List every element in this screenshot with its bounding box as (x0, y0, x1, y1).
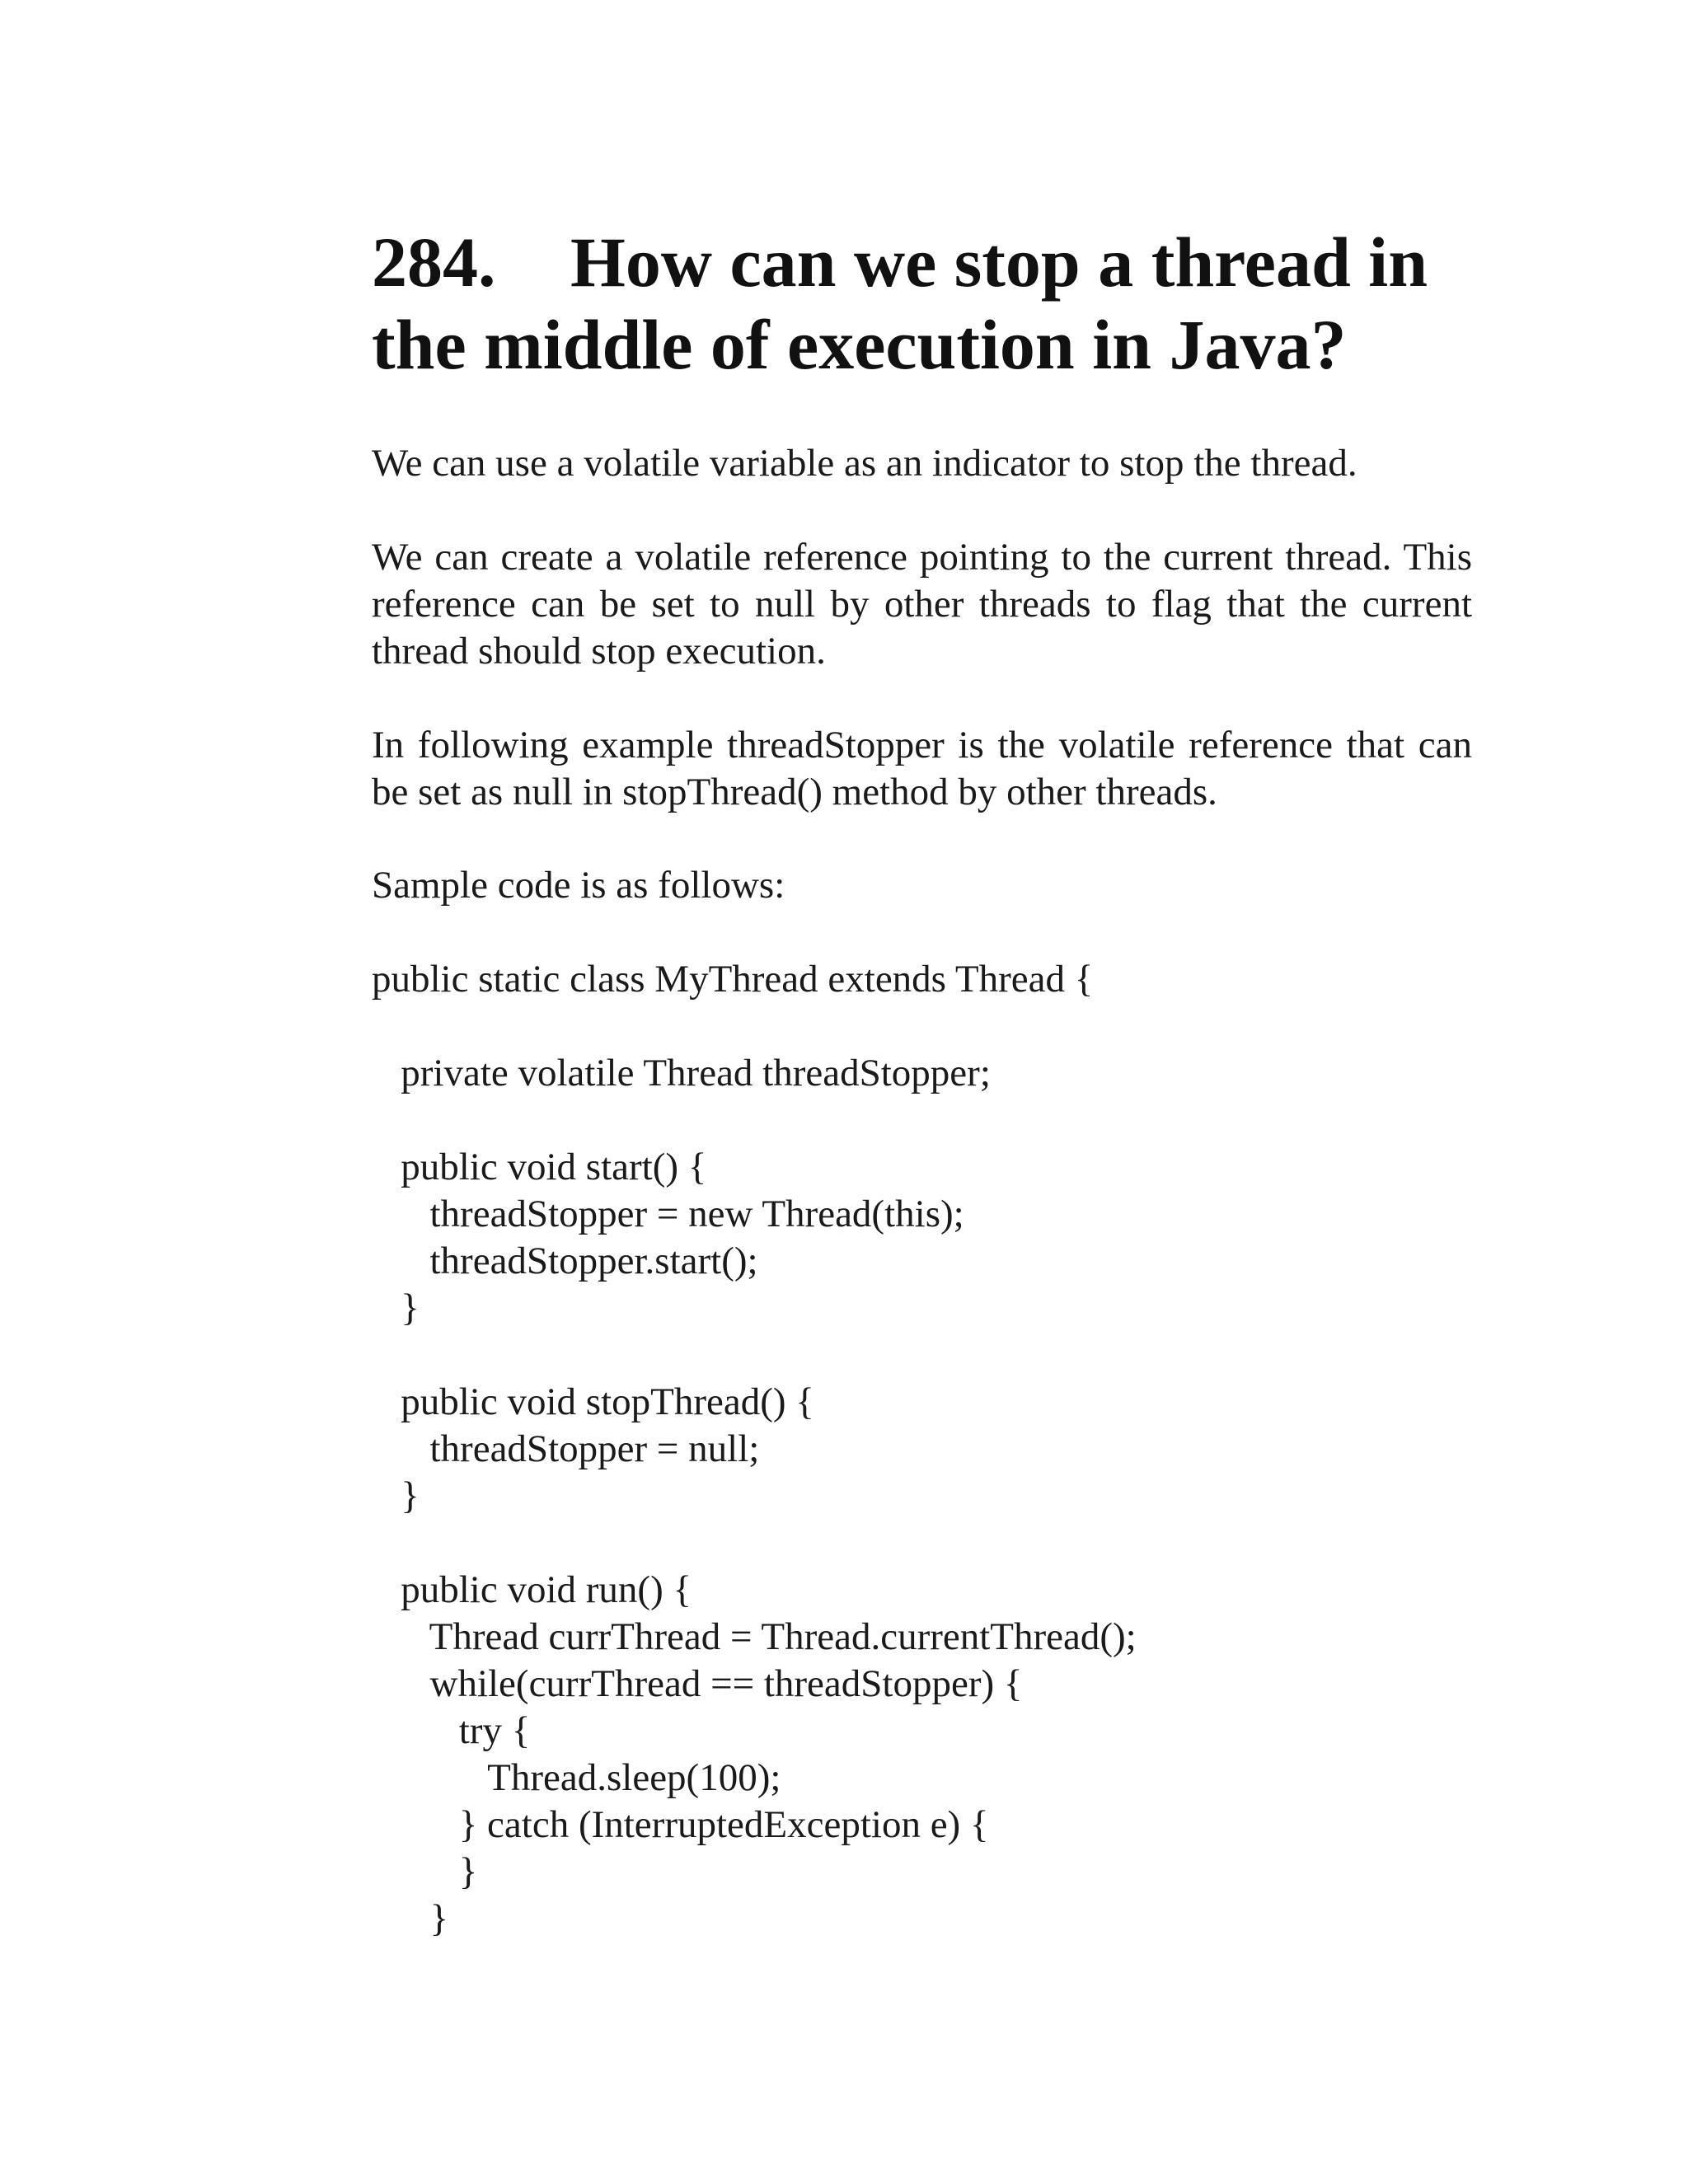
paragraph-intro: We can use a volatile variable as an indicator to stop the thread. (372, 442, 1357, 485)
code-line (372, 1520, 1137, 1567)
code-line: } (372, 1850, 478, 1893)
code-line: } (372, 1474, 420, 1517)
code-line: public void start() { (372, 1146, 707, 1188)
code-line (372, 1003, 1137, 1050)
code-line (372, 1097, 1137, 1144)
code-line: threadStopper = null; (372, 1427, 760, 1470)
code-line: threadStopper = new Thread(this); (372, 1193, 964, 1235)
code-line: try { (372, 1709, 531, 1752)
question-heading (372, 221, 1476, 386)
code-line: } catch (InterruptedException e) { (372, 1803, 989, 1846)
paragraph-volatile-reference: We can create a volatile reference pointing to the current thread. This reference can be set to null by other threads to flag that the current thread should stop execution. (372, 536, 1472, 673)
code-line: public void stopThread() { (372, 1380, 814, 1423)
question-number: 284. (372, 223, 496, 302)
code-line: threadStopper.start(); (372, 1240, 758, 1282)
code-line: while(currThread == threadStopper) { (372, 1662, 1023, 1705)
code-line: Thread.sleep(100); (372, 1756, 781, 1799)
code-line: } (372, 1286, 420, 1329)
question-title-line-1: How can we stop a thread in (570, 223, 1428, 302)
code-line: private volatile Thread threadStopper; (372, 1052, 991, 1094)
code-line (372, 1332, 1137, 1379)
paragraph-sample-code-intro: Sample code is as follows: (372, 864, 785, 907)
code-line: public static class MyThread extends Thread { (372, 958, 1094, 1001)
code-line: public void run() { (372, 1568, 692, 1611)
code-sample (372, 956, 1137, 1943)
code-line: } (372, 1897, 449, 1940)
code-line: Thread currThread = Thread.currentThread(); (372, 1615, 1137, 1658)
paragraph-example-description: In following example threadStopper is the volatile reference that can be set as null in stopThread() method by other threads. (372, 724, 1472, 813)
question-title-line-2: the middle of execution in Java? (372, 305, 1347, 384)
